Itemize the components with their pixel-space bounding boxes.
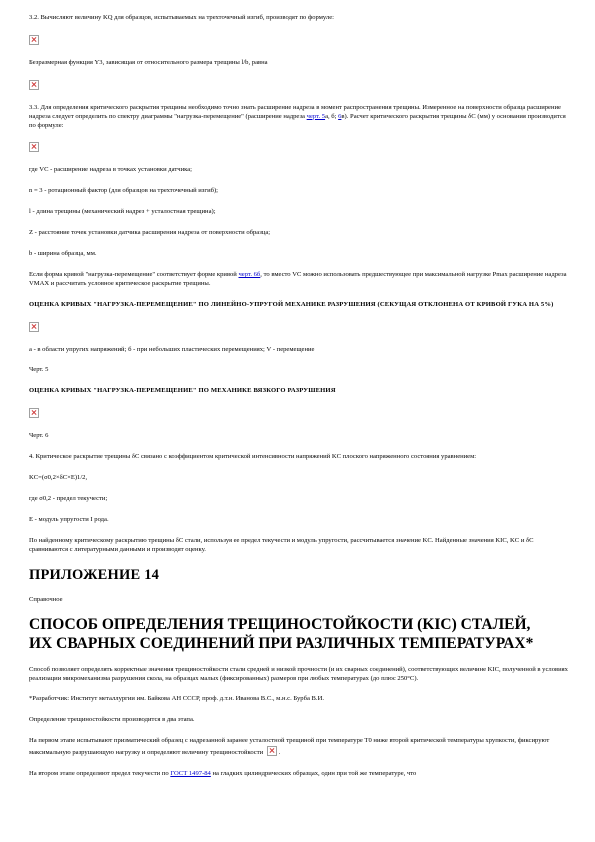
definition-z: Z - расстояние точек установки датчика расширения надреза от поверхности образца;	[29, 229, 271, 237]
broken-image-icon	[29, 80, 39, 90]
heading-viscous-fracture: ОЦЕНКА КРИВЫХ "НАГРУЗКА-ПЕРЕМЕЩЕНИЕ" ПО МЕХАНИКЕ ВЯЗКОГО РАЗРУШЕНИЯ	[29, 387, 336, 395]
link-fig-6[interactable]: 6	[338, 112, 342, 120]
method-title: СПОСОБ ОПРЕДЕЛЕНИЯ ТРЕЩИНОСТОЙКОСТИ (KIC) СТАЛЕЙ, ИХ СВАРНЫХ СОЕДИНЕНИЙ ПРИ РАЗЛИЧНЫХ ТЕМПЕРАТУРАХ*	[29, 615, 534, 653]
formula-kc: KC=(σ0,2×δC×E)1/2,	[29, 474, 88, 482]
paragraph-curve-form: Если форма кривой "нагрузка-перемещение" соответствует форме кривой черт. 6б, то вместо VC можно использовать предшествующее при максимальной нагрузке Pmax расширение надреза VMAX и рассчитать условное критическое раскрытие трещины.	[29, 270, 567, 287]
footnote-developer: *Разработчик: Институт металлургии им. Байкова АН СССР, проф. д.т.н. Иванова В.С., м.н.с. Бурба В.И.	[29, 695, 324, 703]
paragraph-found-values: По найденному критическому раскрытию трещины δC стали, используя ее предел текучести и модуль упругости, рассчитывается значение KC. Найденные значения KIC, KC и δC сравниваются с литературными данными и производят оценку.	[29, 536, 534, 553]
paragraph-y3-function: Безразмерная функция Y3, зависящая от относительного размера трещины l/b, равна	[29, 58, 268, 66]
definition-sigma: где σ0,2 - предел текучести;	[29, 494, 108, 502]
two-stages-text: Определение трещиностойкости производится в два этапа.	[29, 716, 195, 724]
definition-e: E - модуль упругости I рода.	[29, 515, 109, 523]
definition-vc: где VC - расширение надреза в точках установки датчика;	[29, 166, 192, 174]
figure-5-label: Черт. 5	[29, 366, 49, 374]
link-gost-1497-84[interactable]: ГОСТ 1497-84	[170, 770, 211, 778]
broken-image-icon	[29, 322, 39, 332]
broken-image-icon	[29, 35, 39, 45]
paragraph-3-3: 3.3. Для определения критического раскрытия трещины необходимо точно знать расширение надреза в момент распространения трещины. Измеренное на поверхности образца расширение надреза следует определить по спектру диаграммы "нагрузка-перемещение" (расширение надреза черт. 5а, б; 6в). Расчет критического раскрытия трещины δC (мм) у основания производится по формуле:	[29, 103, 566, 129]
appendix-note: Справочное	[29, 596, 63, 604]
definition-b: b - ширина образца, мм.	[29, 250, 97, 258]
link-fig-5[interactable]: черт. 5	[306, 112, 326, 120]
stage-2-text: На втором этапе определяют предел текучести по ГОСТ 1497-84 на гладких цилиндрических образцах, один при той же температуре, что	[29, 770, 417, 778]
paragraph-4: 4. Критическое раскрытие трещины δC связано с коэффициентом критической интенсивности напряжений KC плоского напряженного состояния уравнением:	[29, 453, 477, 461]
figure-6-label: Черт. 6	[29, 432, 49, 440]
definition-l: l - длина трещины (механический надрез + усталостная трещина);	[29, 208, 216, 216]
heading-linear-elastic: ОЦЕНКА КРИВЫХ "НАГРУЗКА-ПЕРЕМЕЩЕНИЕ" ПО ЛИНЕЙНО-УПРУГОЙ МЕХАНИКЕ РАЗРУШЕНИЯ (СЕКУЩАЯ ОТКЛОНЕНА ОТ КРИВОЙ ГУКА НА 5%)	[29, 300, 554, 308]
stage-1-text: На первом этапе испытывают призматический образец с надрезанной заранее усталостной трещиной при температуре Т0 ниже второй критической температуры хрупкости, фиксируют максимальную разрушающую нагрузку и определяют величину трещиностойкости .	[29, 737, 550, 757]
link-fig-6b[interactable]: черт. 6б	[238, 270, 261, 278]
figure-legend: а - в области упругих напряжений; б - при небольших пластических перемещениях; V - перемещение	[29, 345, 315, 353]
paragraph-3-2: 3.2. Вычисляют величину KQ для образцов, испытываемых на трехточечный изгиб, производят по формуле:	[29, 14, 334, 21]
broken-image-icon	[267, 746, 277, 756]
document-page	[29, 14, 569, 791]
broken-image-icon	[29, 142, 39, 152]
method-intro: Способ позволяет определять корректные значения трещиностойкости стали средней и низкой прочности (и их сварных соединений), соответствующих величине KIC, полученной в условиях реализации микромеханизма разрушения скола, на образцах малых (фиксированных) размеров при любых температурах (до плюс 250°С).	[29, 665, 568, 682]
definition-n: n = 3 - ротационный фактор (для образцов на трехточечный изгиб);	[29, 187, 218, 195]
appendix-title: ПРИЛОЖЕНИЕ 14	[29, 567, 160, 584]
broken-image-icon	[29, 408, 39, 418]
